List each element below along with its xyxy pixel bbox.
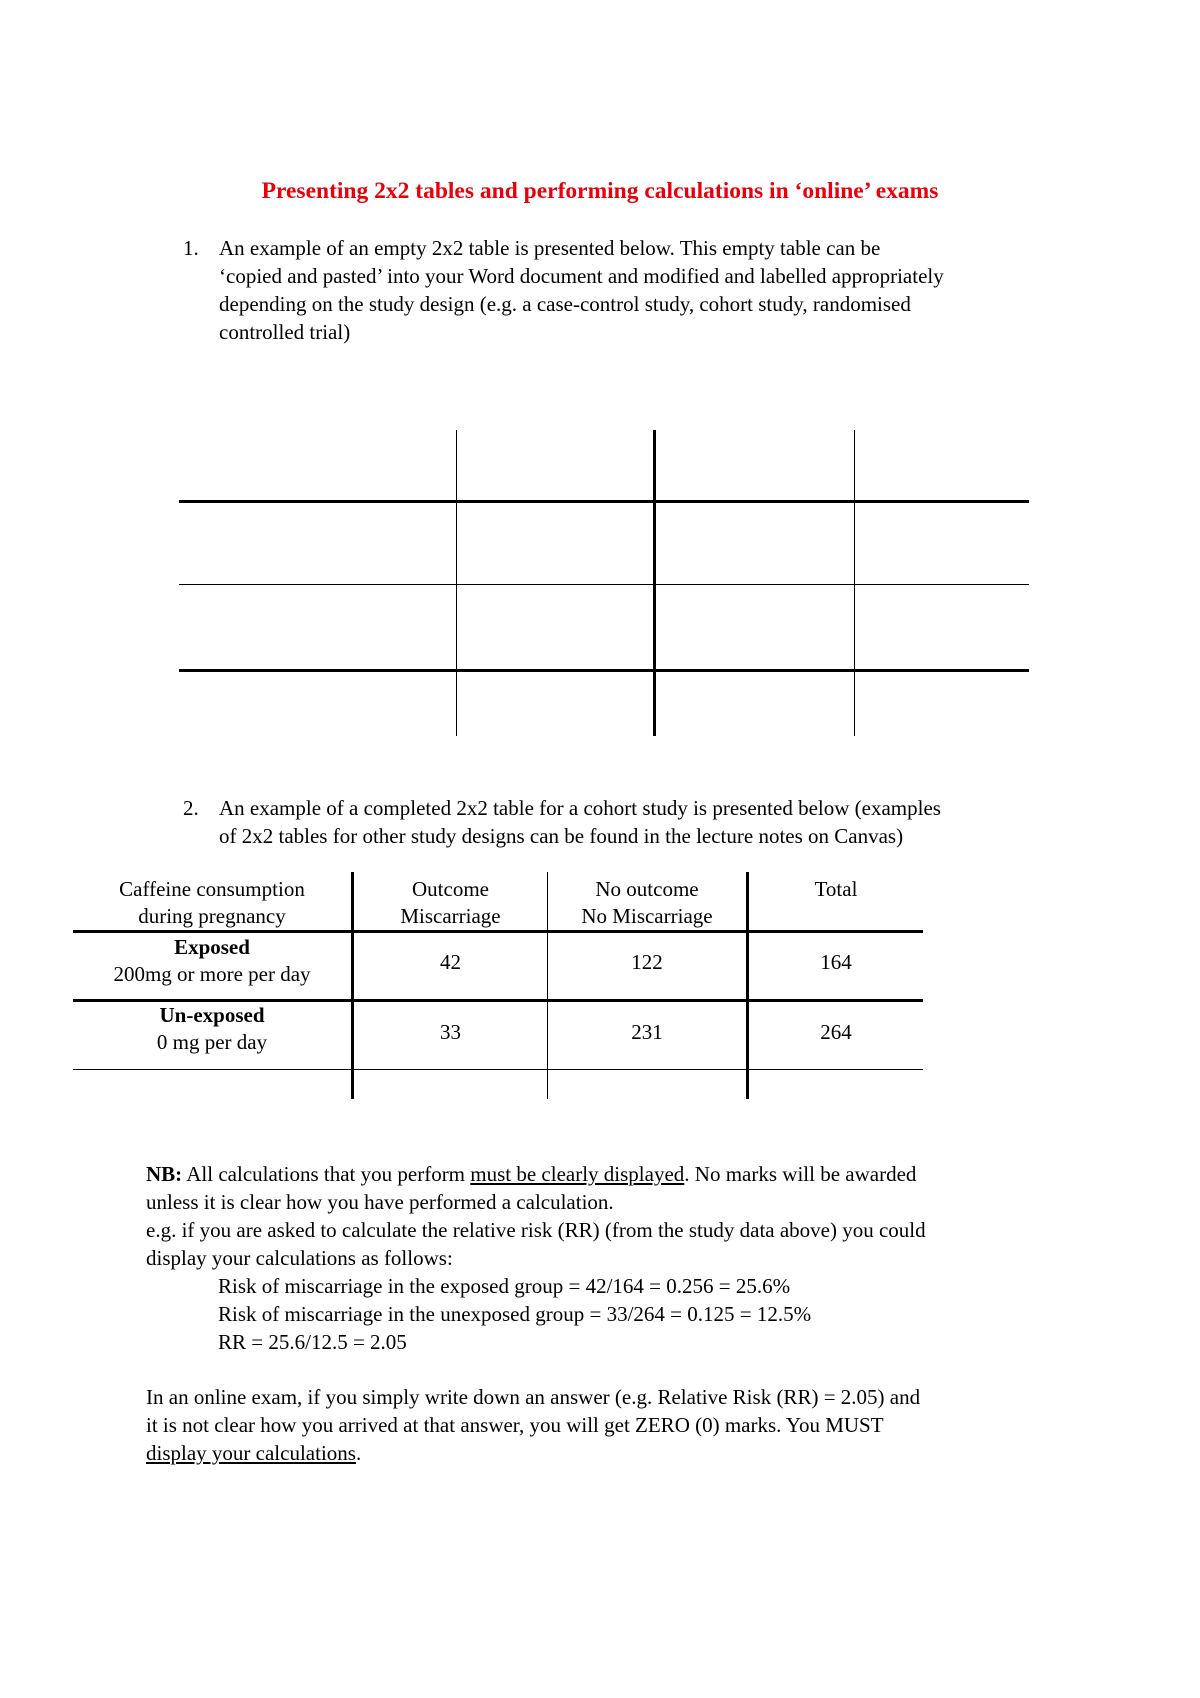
nb-text: All calculations that you perform [182, 1162, 471, 1186]
item-1-line: depending on the study design (e.g. a case-control study, cohort study, randomised [219, 292, 911, 316]
header-line: during pregnancy [138, 904, 286, 928]
item-1-line: controlled trial) [219, 320, 351, 344]
header-no-outcome [548, 876, 746, 930]
row-label-unexposed [73, 1002, 351, 1056]
header-outcome [354, 876, 547, 930]
row-sublabel: 0 mg per day [156, 1030, 268, 1054]
item-2-line: An example of a completed 2x2 table for a cohort study is presented below (examples [219, 796, 941, 820]
cell-exposed-no-outcome: 122 [631, 950, 663, 974]
table-rule [179, 669, 1029, 672]
online-exam-note [146, 1383, 1146, 1467]
table-divider [746, 872, 749, 1099]
cell-unexposed-outcome: 33 [440, 1020, 461, 1044]
row-label: Un-exposed [159, 1003, 265, 1027]
item-1-text [219, 234, 1119, 346]
nb-block [146, 1160, 1146, 1356]
row-label-exposed [73, 934, 351, 988]
header-line: Caffeine consumption [119, 877, 305, 901]
online-underlined: display your calculations [146, 1441, 356, 1465]
table-rule [179, 500, 1029, 503]
header-exposure [73, 876, 351, 930]
table-divider [653, 430, 656, 736]
item-2-text [219, 794, 1119, 850]
online-end: . [355, 1441, 362, 1465]
cell-exposed-outcome: 42 [440, 950, 461, 974]
item-2-line: of 2x2 tables for other study designs can be found in the lecture notes on Canvas) [219, 824, 904, 848]
online-line: In an online exam, if you simply write down an answer (e.g. Relative Risk (RR) = 2.05) and [146, 1385, 921, 1409]
table-divider [456, 430, 457, 736]
calc-line: Risk of miscarriage in the exposed group = 42/164 = 0.256 = 25.6% [218, 1274, 791, 1298]
row-label: Exposed [174, 935, 250, 959]
header-line: Miscarriage [400, 904, 501, 928]
nb-line: e.g. if you are asked to calculate the relative risk (RR) (from the study data above) you could [146, 1218, 926, 1242]
table-rule [179, 584, 1029, 585]
table-rule [73, 1069, 923, 1070]
header-total: Total [814, 877, 858, 901]
cell-exposed-total: 164 [820, 950, 852, 974]
item-1-line: An example of an empty 2x2 table is presented below. This empty table can be [219, 236, 881, 260]
nb-underlined: must be clearly displayed [470, 1162, 685, 1186]
header-line: Outcome [412, 877, 489, 901]
page-title: Presenting 2x2 tables and performing calculations in ‘online’ exams [261, 178, 939, 204]
online-line: it is not clear how you arrived at that answer, you will get ZERO (0) marks. You MUST [146, 1413, 884, 1437]
item-1-line: ‘copied and pasted’ into your Word document and modified and labelled appropriately [219, 264, 944, 288]
item-2-number: 2. [183, 796, 199, 820]
cell-unexposed-total: 264 [820, 1020, 852, 1044]
nb-text: . No marks will be awarded [684, 1162, 917, 1186]
row-sublabel: 200mg or more per day [113, 962, 311, 986]
calc-line: Risk of miscarriage in the unexposed group = 33/264 = 0.125 = 12.5% [218, 1302, 812, 1326]
table-rule [73, 930, 923, 933]
online-line [146, 1439, 1146, 1467]
nb-line [146, 1160, 1146, 1188]
item-1-number: 1. [183, 236, 199, 260]
calc-line: RR = 25.6/12.5 = 2.05 [218, 1330, 407, 1354]
header-line: No outcome [595, 877, 699, 901]
table-divider [854, 430, 855, 736]
nb-label: NB: [146, 1162, 183, 1186]
header-line: No Miscarriage [581, 904, 713, 928]
nb-line: unless it is clear how you have performed a calculation. [146, 1190, 614, 1214]
nb-line: display your calculations as follows: [146, 1246, 453, 1270]
cell-unexposed-no-outcome: 231 [631, 1020, 663, 1044]
